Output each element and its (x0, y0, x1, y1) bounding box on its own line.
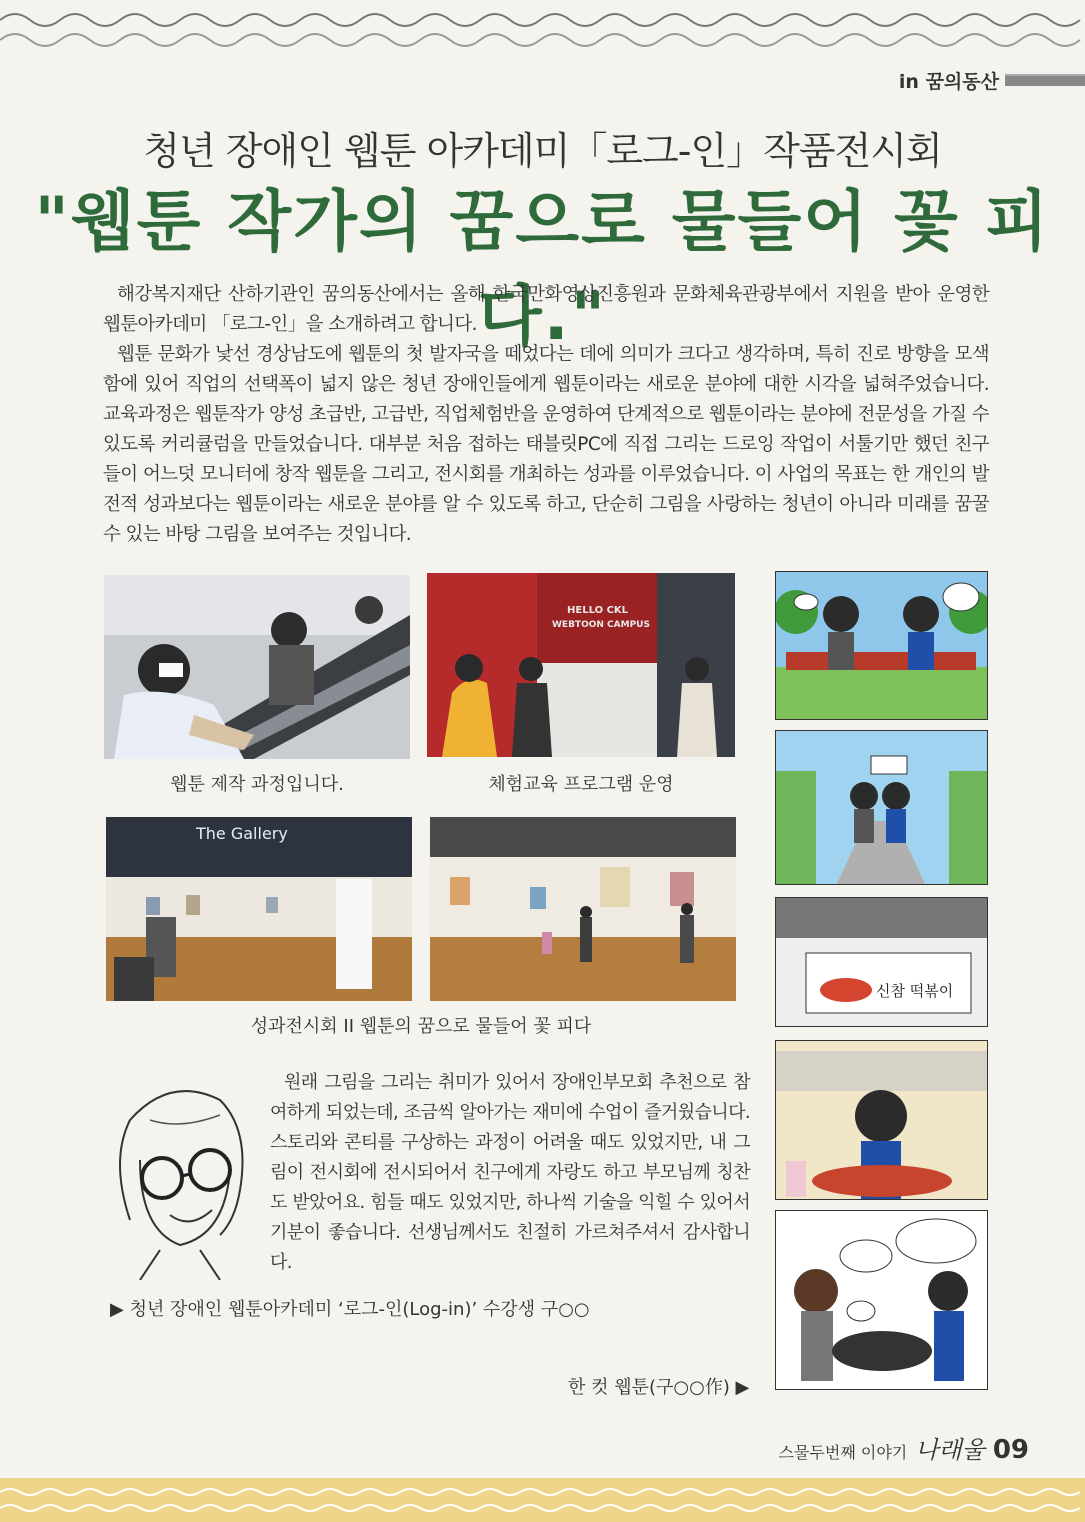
photo-exhibition-hall (430, 817, 736, 1001)
article-body (103, 280, 989, 550)
student-quote: 원래 그림을 그리는 취미가 있어서 장애인부모회 추천으로 참여하게 되었는데, 조금씩 알아가는 재미에 수업이 즐거웠습니다. 스토리와 콘티를 구상하는 과정이 어려울 때도 있었지만, 내 그림이 전시회에 전시되어서 친구에게 자랑도 하고 부모님께 칭찬도 받았어요. 힘들 때도 있었지만, 하나씩 기술을 익힐 수 있어서 기분이 좋습니다. 선생님께서도 친절히 가르쳐주셔서 감사합니다. (270, 1072, 750, 1273)
section-tag-label: in 꿈의동산 (898, 70, 999, 93)
comic-credit: 한 컷 웹툰(구○○作) ▶ (568, 1377, 750, 1398)
caption-experience-program: 체험교육 프로그램 운영 (488, 774, 674, 795)
body-paragraph-1: 해강복지재단 산하기관인 꿈의동산에서는 올해 한국만화영상진흥원과 문화체육관광부에서 지원을 받아 운영한 웹툰아카데미 「로그-인」을 소개하려고 합니다. (103, 284, 989, 335)
page-footer (779, 1430, 1029, 1465)
article-subtitle: 청년 장애인 웹툰 아카데미「로그-인」작품전시회 (143, 129, 942, 173)
comic-panel-1 (775, 571, 988, 720)
footer-series: 스물두번째 이야기 (778, 1443, 908, 1462)
wall-sign-campus: WEBTOON CAMPUS (552, 620, 650, 630)
comic-panel-2 (775, 730, 988, 885)
comic-shop-sign: 신참 떡볶이 (876, 982, 954, 1000)
footer-page-number: 09 (992, 1435, 1029, 1465)
footer-magazine-name: 나래울 (915, 1436, 985, 1464)
gallery-sign: The Gallery (196, 824, 288, 843)
bottom-decorative-band (0, 1478, 1085, 1522)
wall-sign-hello: HELLO CKL (567, 605, 629, 616)
photo-webtoon-making (104, 575, 410, 759)
comic-panel-5 (775, 1210, 988, 1390)
section-tag-bar (1005, 74, 1085, 86)
quote-attribution: ▶ 청년 장애인 웹툰아카데미 ‘로그-인(Log-in)’ 수강생 구○○ (110, 1299, 590, 1320)
student-portrait-sketch (100, 1070, 260, 1280)
top-wave-decoration (0, 0, 1085, 60)
comic-panel-3 (775, 897, 988, 1027)
caption-webtoon-making: 웹툰 제작 과정입니다. (170, 774, 344, 795)
caption-exhibition: 성과전시회 II 웹툰의 꿈으로 물들어 꽃 피다 (250, 1016, 592, 1037)
photo-experience-program (427, 573, 735, 757)
body-paragraph-2: 웹툰 문화가 낯선 경상남도에 웹툰의 첫 발자국을 떼었다는 데에 의미가 크다고 생각하며, 특히 진로 방향을 모색함에 있어 직업의 선택폭이 넓지 않은 청년 장애인들에게 웹툰이라는 새로운 분야에 대한 시각을 넓혀주었습니다. 교육과정은 웹툰작가 양성 초급반, 고급반, 직업체험반을 운영하여 단계적으로 웹툰이라는 분야에 전문성을 가질 수 있도록 커리큘럼을 만들었습니다. 대부분 처음 접하는 태블릿PC에 직접 그리는 드로잉 작업이 서툴기만 했던 친구들이 어느덧 모니터에 창작 웹툰을 그리고, 전시회를 개최하는 성과를 이루었습니다. 이 사업의 목표는 한 개인의 발전적 성과보다는 웹툰이라는 새로운 분야를 알 수 있도록 하고, 단순히 그림을 사랑하는 청년이 아니라 미래를 꿈꿀 수 있는 바탕 그림을 보여주는 것입니다. (103, 344, 989, 545)
article-title: "웹툰 작가의 꿈으로 물들어 꽃 피다." (34, 183, 1051, 355)
photo-gallery-entrance (106, 817, 412, 1001)
section-tag (899, 66, 1085, 94)
comic-panel-4 (775, 1040, 988, 1200)
